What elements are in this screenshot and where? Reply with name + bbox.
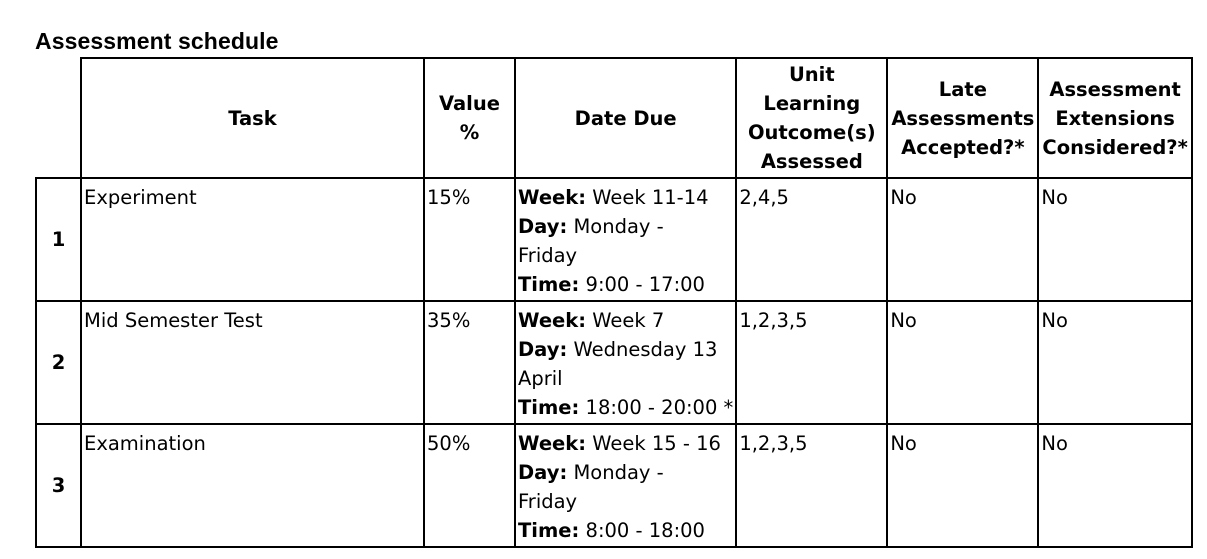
date-due-cell — [515, 301, 736, 424]
extensions-header-line: Considered?* — [1042, 135, 1188, 159]
day-label: Day: — [518, 461, 568, 484]
value-header-line: % — [459, 121, 480, 144]
value-percent: 50% — [427, 432, 471, 455]
late-accepted-cell — [887, 424, 1038, 547]
task-cell — [81, 178, 424, 301]
extension-value: No — [1041, 432, 1068, 455]
late-header-line: Accepted?* — [901, 135, 1025, 159]
task-name: Examination — [84, 432, 206, 455]
table-row — [36, 424, 1192, 547]
time-value: 8:00 - 18:00 — [585, 519, 705, 542]
late-accepted-cell — [887, 301, 1038, 424]
day-line — [518, 458, 733, 487]
day-continuation: Friday — [518, 490, 578, 513]
late-header-line: Late — [938, 77, 987, 101]
day-continuation: April — [518, 367, 563, 390]
time-label: Time: — [518, 519, 580, 542]
task-name: Experiment — [84, 186, 197, 209]
extension-value: No — [1041, 309, 1068, 332]
late-accepted-value: No — [890, 309, 917, 332]
outcomes-header-line: Unit — [788, 63, 835, 86]
outcomes-value: 1,2,3,5 — [739, 309, 808, 332]
day-continuation: Friday — [518, 244, 578, 267]
extension-cell — [1038, 424, 1191, 547]
extensions-header-line: Assessment — [1049, 77, 1181, 101]
outcomes-value: 1,2,3,5 — [739, 432, 808, 455]
value-cell — [424, 424, 515, 547]
week-value: Week 15 - 16 — [592, 432, 721, 455]
day-label: Day: — [518, 338, 568, 361]
extensions-header-line: Extensions — [1055, 106, 1175, 130]
outcomes-header-line: Learning — [763, 92, 861, 115]
row-number: 2 — [36, 301, 81, 424]
time-line — [518, 516, 733, 545]
late-accepted-cell — [887, 178, 1038, 301]
task-cell — [81, 424, 424, 547]
value-header-line: Value — [439, 92, 500, 115]
outcomes-header-line: Outcome(s) — [747, 121, 876, 144]
time-line — [518, 270, 733, 299]
week-line — [518, 183, 733, 212]
day-label: Day: — [518, 215, 568, 238]
week-label: Week: — [518, 186, 587, 209]
row-number: 1 — [36, 178, 81, 301]
outcomes-cell — [736, 301, 887, 424]
late-accepted-value: No — [890, 432, 917, 455]
week-value: Week 11-14 — [592, 186, 709, 209]
late-header-line: Assessments — [891, 106, 1035, 130]
table-row — [36, 178, 1192, 301]
outcomes-header-line: Assessed — [760, 150, 863, 173]
value-percent: 35% — [427, 309, 471, 332]
date-due-cell — [515, 178, 736, 301]
outcomes-cell — [736, 178, 887, 301]
day-value: Monday - — [573, 215, 664, 238]
date-due-header-text: Date Due — [574, 106, 677, 130]
task-header-text: Task — [228, 106, 277, 130]
date-due-column-header — [515, 58, 736, 178]
task-cell — [81, 301, 424, 424]
extension-cell — [1038, 178, 1191, 301]
extension-value: No — [1041, 186, 1068, 209]
outcomes-cell — [736, 424, 887, 547]
header-row — [36, 58, 1192, 178]
week-line — [518, 306, 733, 335]
learning-outcomes-column-header — [736, 58, 887, 178]
value-percent: 15% — [427, 186, 471, 209]
task-column-header — [81, 58, 424, 178]
time-value: 9:00 - 17:00 — [585, 273, 705, 296]
row-number-header — [36, 58, 81, 178]
assessment-schedule-table — [35, 57, 1193, 548]
task-name: Mid Semester Test — [84, 309, 263, 332]
extensions-column-header — [1038, 58, 1191, 178]
week-label: Week: — [518, 309, 587, 332]
day-line — [518, 212, 733, 241]
time-value: 18:00 - 20:00 * — [585, 396, 734, 419]
time-line — [518, 393, 733, 422]
date-due-cell — [515, 424, 736, 547]
day-value: Monday - — [573, 461, 664, 484]
day-value: Wednesday 13 — [573, 338, 718, 361]
value-column-header — [424, 58, 515, 178]
time-label: Time: — [518, 273, 580, 296]
week-value: Week 7 — [592, 309, 665, 332]
time-label: Time: — [518, 396, 580, 419]
row-number: 3 — [36, 424, 81, 547]
extension-cell — [1038, 301, 1191, 424]
week-line — [518, 429, 733, 458]
page-title: Assessment schedule — [35, 28, 279, 54]
late-assessments-column-header — [887, 58, 1038, 178]
day-line — [518, 335, 733, 364]
table-row — [36, 301, 1192, 424]
week-label: Week: — [518, 432, 587, 455]
value-cell — [424, 178, 515, 301]
late-accepted-value: No — [890, 186, 917, 209]
outcomes-value: 2,4,5 — [739, 186, 789, 209]
value-cell — [424, 301, 515, 424]
